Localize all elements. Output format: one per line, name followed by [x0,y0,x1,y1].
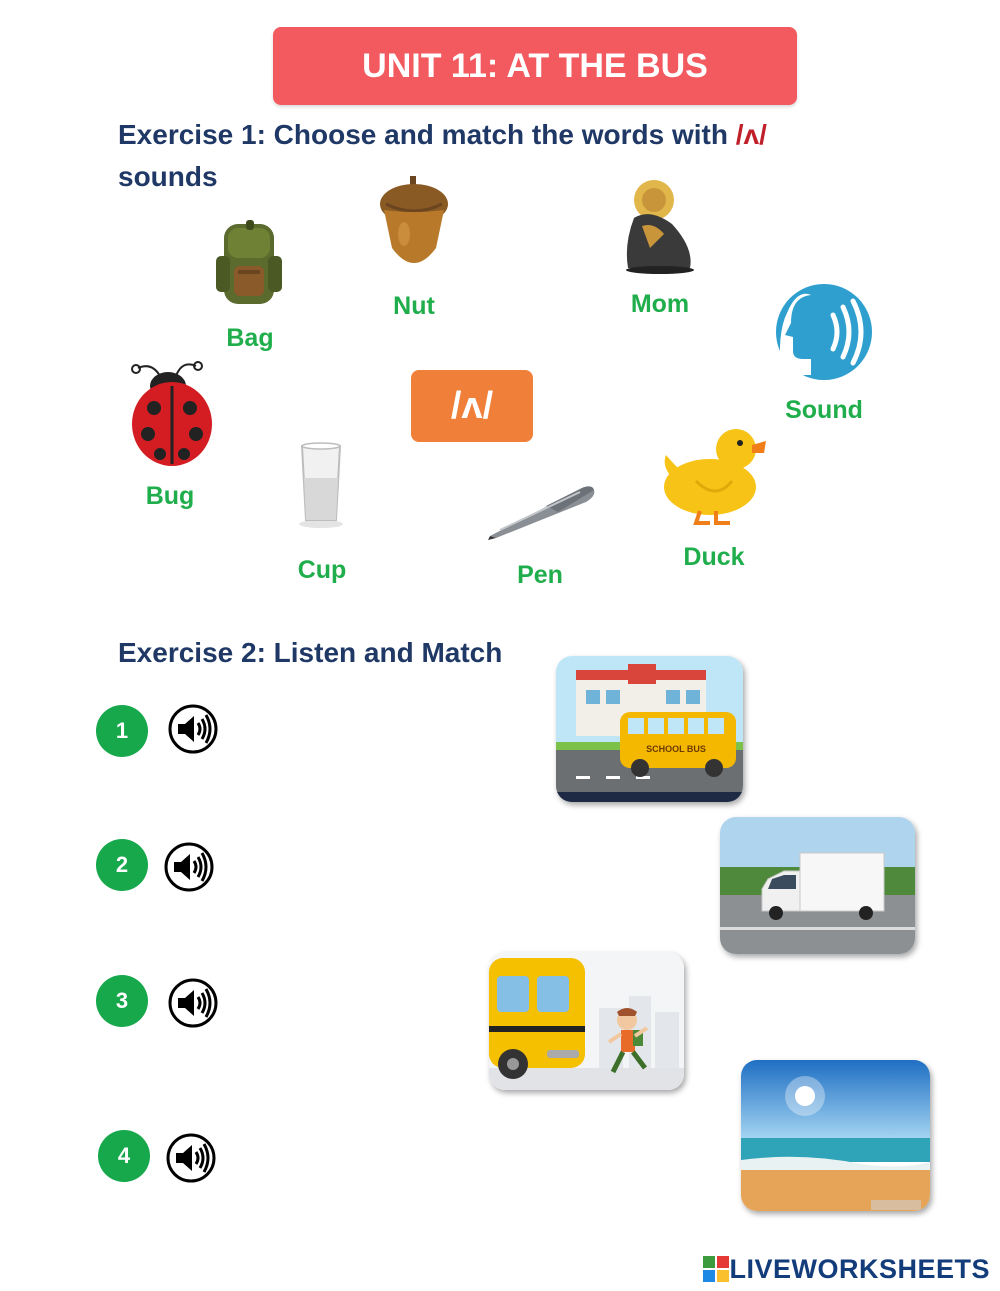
liveworksheets-logo[interactable] [703,1253,990,1285]
speaker-2-icon[interactable] [164,842,214,892]
duck-image[interactable] [660,425,768,525]
item-1-number: 1 [96,705,148,757]
school-bus-sign: SCHOOL BUS [646,744,706,754]
word-nut[interactable]: Nut [393,292,435,320]
pen-image[interactable] [486,480,598,542]
glass-image[interactable] [296,440,346,528]
exercise1-heading-symbol: /ʌ/ [735,119,767,150]
speaker-1-icon[interactable] [168,704,218,754]
item-3-number: 3 [96,975,148,1027]
liveworksheets-text: LIVEWORKSHEETS [729,1253,990,1284]
exercise1-heading-text: Exercise 1: Choose and match the words with [118,119,736,150]
acorn-image[interactable] [376,174,452,278]
word-cup[interactable]: Cup [297,556,347,584]
speaker-3-icon[interactable] [168,978,218,1028]
backpack-image[interactable] [208,218,290,310]
exercise2-heading: Exercise 2: Listen and Match [118,637,503,668]
ladybug-image[interactable] [126,356,216,468]
page-title: UNIT 11: AT THE BUS [273,27,797,105]
word-bug[interactable]: Bug [145,482,195,510]
exercise1-heading-suffix: sounds [118,161,218,192]
liveworksheets-blocks-icon [703,1256,729,1282]
speaker-4-icon[interactable] [166,1133,216,1183]
word-pen[interactable]: Pen [517,561,563,589]
speaking-head-icon[interactable] [775,283,873,381]
mother-child-image[interactable] [620,178,698,274]
school-bus-photo[interactable] [556,656,743,802]
exercise1-heading [118,114,838,198]
word-mom[interactable]: Mom [630,290,690,318]
item-4-number: 4 [98,1130,150,1182]
item-2-number: 2 [96,839,148,891]
phoneme-symbol-box: /ʌ/ [411,370,533,442]
beach-photo[interactable] [741,1060,930,1211]
word-sound[interactable]: Sound [785,396,863,424]
late-for-bus-photo[interactable] [489,952,684,1090]
word-duck[interactable]: Duck [683,543,745,571]
truck-photo[interactable] [720,817,915,954]
word-bag[interactable]: Bag [226,324,274,352]
